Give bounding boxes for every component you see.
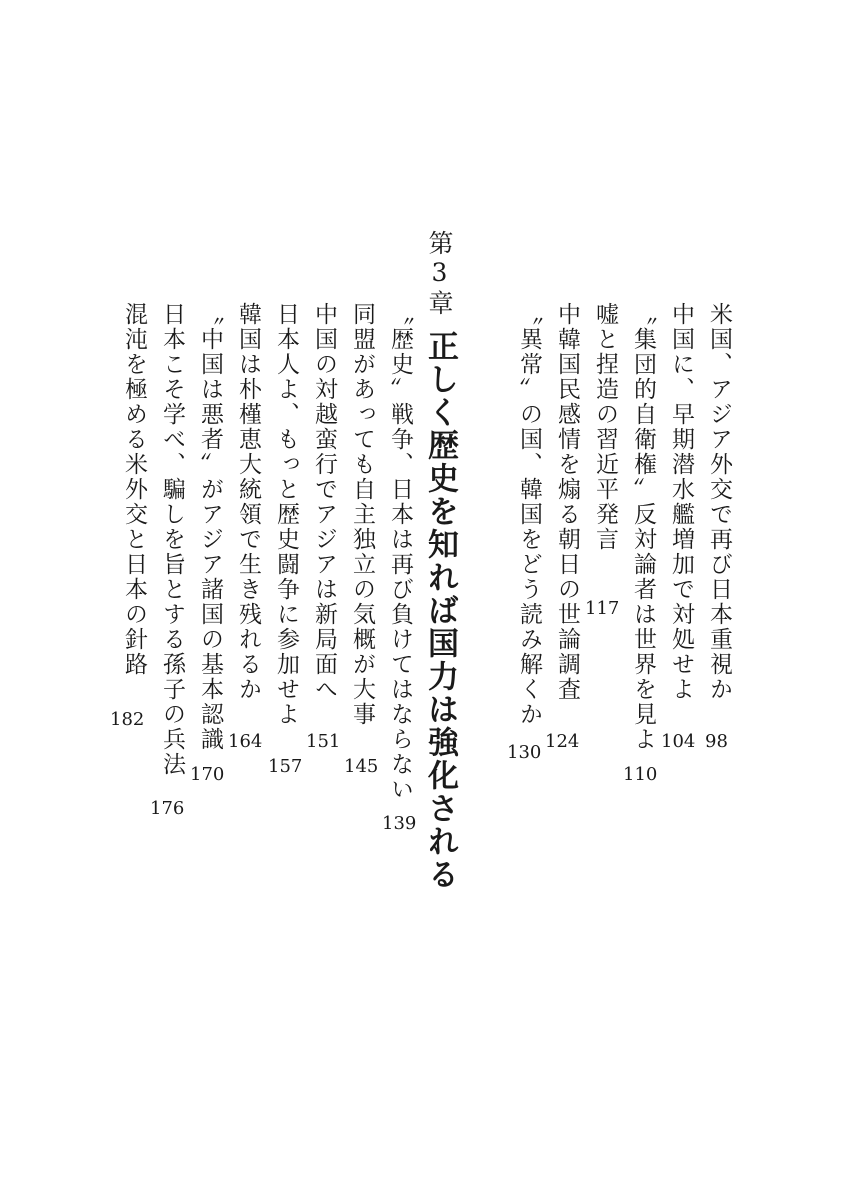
- toc-entry-page: 182: [110, 709, 145, 730]
- toc-entry-page: 130: [507, 742, 542, 763]
- toc-entry-title: 〝歴史〟戦争、日本は再び負けてはならない: [387, 302, 413, 802]
- toc-entry-title: 同盟があっても自主独立の気概が大事: [349, 302, 375, 727]
- toc-entry-page: 157: [268, 756, 303, 777]
- toc-entry-page: 151: [306, 731, 341, 752]
- toc-entry-page: 110: [623, 764, 658, 785]
- toc-entry-page: 124: [545, 731, 580, 752]
- toc-entry-title: 〝集団的自衛権〟反対論者は世界を見よ: [630, 302, 656, 752]
- chapter-label: 第3章: [425, 230, 454, 318]
- toc-entry-title: 嘘と捏造の習近平発言: [592, 302, 618, 552]
- toc-entry-title: 日本人よ、もっと歴史闘争に参加せよ: [273, 302, 299, 727]
- toc-entry-page: 176: [150, 798, 185, 819]
- toc-entry-title: 米国、アジア外交で再び日本重視か: [706, 302, 732, 702]
- toc-entry-page: 98: [705, 731, 728, 752]
- toc-entry-title: 〝異常〟の国、韓国をどう読み解くか: [516, 302, 542, 727]
- toc-entry-title: 日本こそ学べ、騙しを旨とする孫子の兵法: [159, 302, 185, 777]
- toc-entry-page: 104: [661, 731, 696, 752]
- toc-entry-title: 中韓国民感情を煽る朝日の世論調査: [554, 302, 580, 702]
- chapter-title: 正しく歴史を知れば国力は強化される: [422, 330, 458, 891]
- toc-entry-title: 混沌を極める米外交と日本の針路: [121, 302, 147, 677]
- toc-entry-page: 145: [344, 756, 379, 777]
- toc-entry-title: 〝中国は悪者〟がアジア諸国の基本認識: [197, 302, 223, 752]
- toc-entry-page: 164: [228, 731, 263, 752]
- toc-entry-page: 139: [382, 813, 417, 834]
- toc-entry-title: 中国の対越蛮行でアジアは新局面へ: [311, 302, 337, 702]
- toc-entry-title: 韓国は朴槿恵大統領で生き残れるか: [235, 302, 261, 702]
- toc-entry-page: 117: [585, 598, 620, 619]
- toc-entry-title: 中国に、早期潜水艦増加で対処せよ: [668, 302, 694, 702]
- toc-entry-page: 170: [190, 764, 225, 785]
